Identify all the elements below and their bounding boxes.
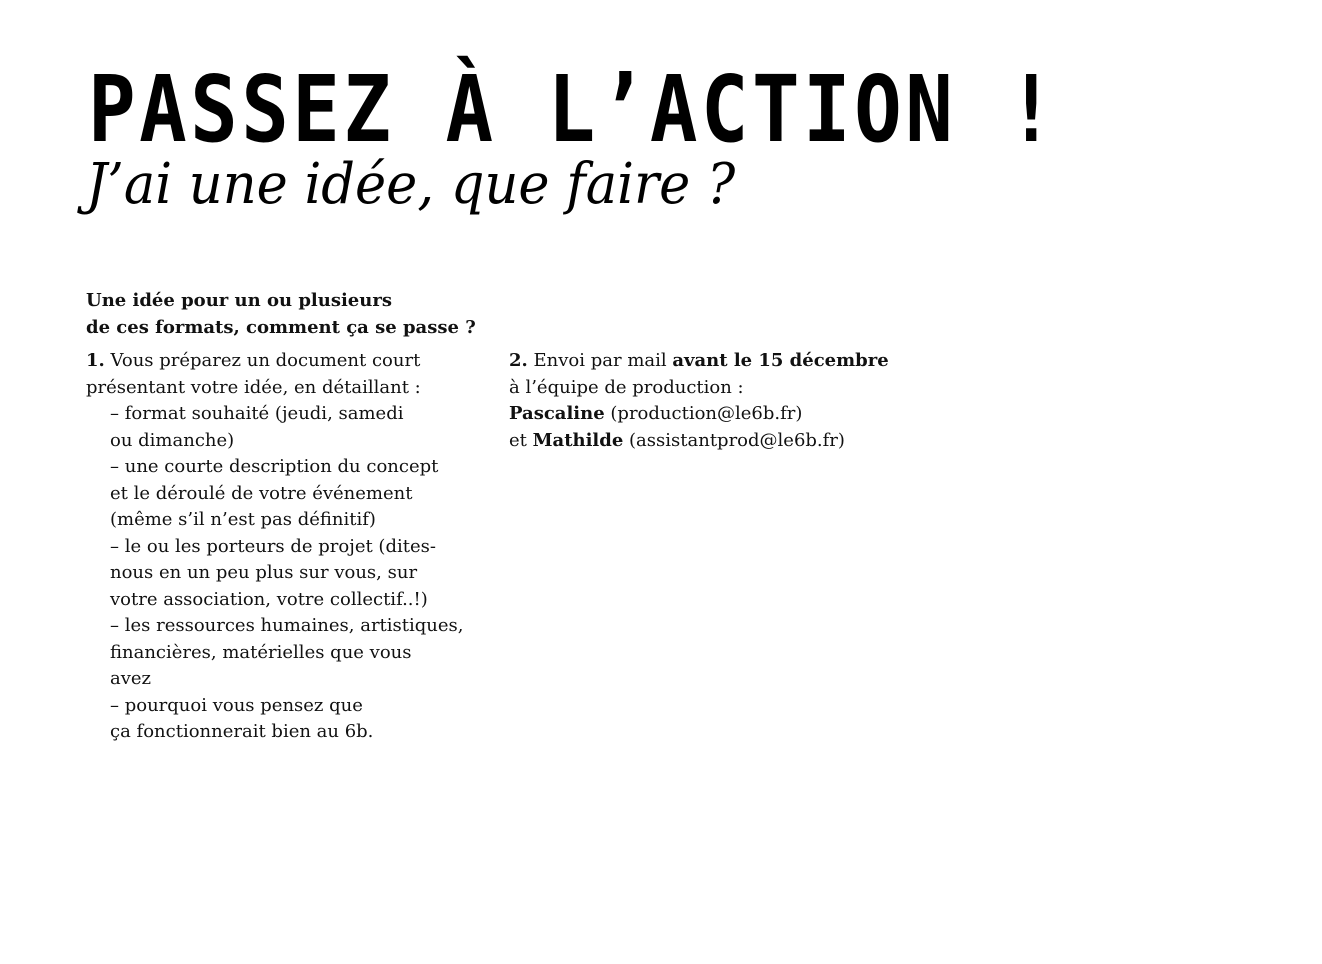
step-2-text: Envoi par mail (527, 350, 673, 371)
step-2-block (509, 348, 929, 454)
page-title: PASSEZ À L’ACTION ! (88, 56, 1059, 163)
step-2-line: à l’équipe de production : (509, 376, 744, 398)
step-2-line (509, 348, 929, 375)
step-2-contact-2 (509, 428, 929, 455)
step-1-item-line: avez (110, 668, 152, 689)
step-2-deadline: avant le 15 décembre (672, 350, 889, 371)
contact-2-email: (assistantprod@le6b.fr) (623, 429, 845, 451)
step-1-item-line: (même s’il n’est pas définitif) (110, 509, 376, 530)
contact-connector: et (509, 429, 533, 451)
step-1-item-line: – format souhaité (jeudi, samedi (110, 403, 404, 424)
intro-line: de ces formats, comment ça se passe ? (86, 316, 476, 338)
step-1-item-line: – une courte description du concept (110, 456, 439, 477)
step-2-contact-1 (509, 401, 929, 428)
intro-line: Une idée pour un ou plusieurs (86, 290, 392, 311)
step-1-item-line: et le déroulé de votre événement (110, 482, 413, 504)
step-1-item-line: – les ressources humaines, artistiques, (110, 615, 464, 636)
step-1-item-line: votre association, votre collectif..!) (110, 588, 428, 610)
step-1-intro-line (86, 348, 486, 375)
contact-2-name: Mathilde (532, 429, 624, 451)
contact-1-email: (production@le6b.fr) (604, 403, 803, 424)
step-1-intro-line: présentant votre idée, en détaillant : (86, 376, 421, 398)
step-1-item-line: nous en un peu plus sur vous, sur (110, 562, 418, 583)
step-1-item-line: ça fonctionnerait bien au 6b. (110, 721, 374, 742)
step-1-number: 1. (86, 350, 105, 371)
step-1-item-line: – le ou les porteurs de projet (dites- (110, 535, 436, 557)
step-1-item-line: financières, matérielles que vous (110, 641, 412, 663)
step-1-block (86, 348, 486, 746)
intro-question (86, 288, 506, 341)
step-1-item-line: – pourquoi vous pensez que (110, 694, 363, 716)
step-1-item-line: ou dimanche) (110, 429, 235, 451)
contact-1-name: Pascaline (509, 403, 605, 424)
step-2-number: 2. (509, 350, 528, 371)
step-1-intro-text: Vous préparez un document court (104, 350, 421, 371)
page-subtitle: J’ai une idée, que faire ? (86, 152, 736, 217)
